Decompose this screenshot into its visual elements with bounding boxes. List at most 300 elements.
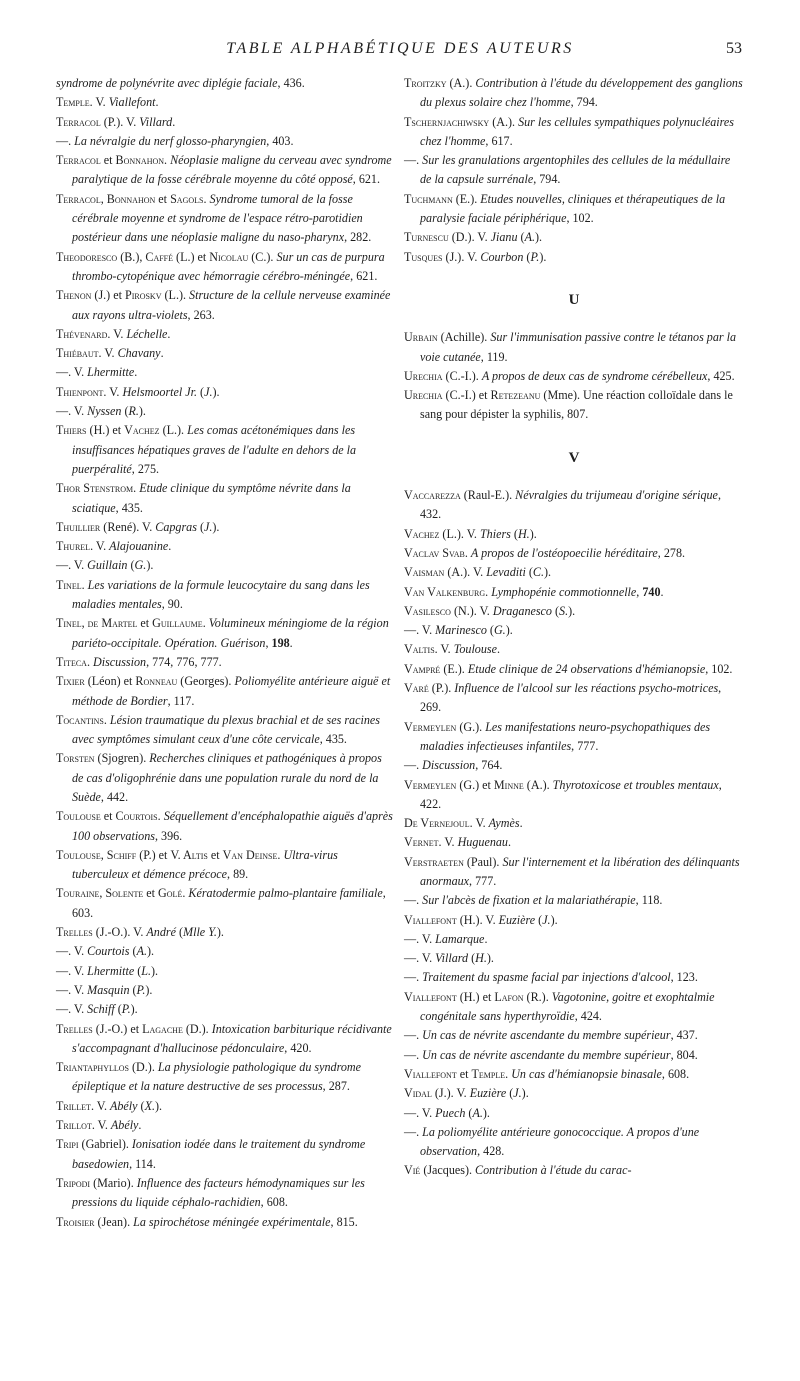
index-entry [404,190,744,229]
entry-author: Toulouse [56,809,101,824]
entry-text: , 764. [475,758,503,773]
entry-text: , 432. [420,488,721,522]
entry-text: —. V. [56,404,88,419]
index-entry [56,286,396,325]
index-entry [404,113,744,152]
entry-text: ( [525,565,533,580]
entry-text: ( [196,519,204,534]
entry-author: Vampré [404,661,441,676]
index-entry [404,679,744,718]
entry-title: Poliomyélite antérieure aiguë et méthode de Bordier [72,674,391,708]
entry-title: J. [204,519,213,534]
entry-title: G. [134,558,147,573]
entry-title: Helsmoortel Jr. [122,384,198,399]
entry-title: Vagotonine, goitre et exophtalmie congénitale sans hyperthyroïdie [420,989,715,1024]
entry-text: , 428. [477,1144,505,1159]
entry-text: ). [138,404,146,419]
index-entry [56,1174,396,1213]
index-entry [404,1123,744,1162]
entry-text: , 603. [72,886,386,920]
entry-text: et [456,1066,472,1081]
entry-author: Terracol, Bonnahon [56,191,156,206]
entry-text: (L.). [161,288,190,303]
entry-title: André [146,925,176,940]
index-entry [404,386,744,425]
entry-author: Vachez [404,526,440,541]
entry-author: Bonnahon [115,153,165,168]
index-entry [404,949,744,968]
entry-text: . V. [89,95,109,110]
index-entry [56,749,396,807]
entry-page-bold: 198 [271,635,290,650]
entry-author: Vernet [404,835,439,850]
entry-author: Theodoresco [56,249,118,264]
entry-title: Puech [435,1105,466,1120]
entry-author: Viallefont [404,989,457,1004]
entry-text: —. [56,133,75,148]
entry-text: —. [404,153,423,168]
index-entry [56,151,396,190]
entry-title: syndrome de polynévrite avec diplégie faciale [56,76,278,90]
index-entry [404,968,744,987]
entry-text: , 804. [670,1047,698,1062]
entry-text: —. V. [56,1002,88,1017]
index-entry [56,923,396,942]
entry-title: C. [532,565,544,580]
entry-text: . V. [469,816,489,831]
entry-text: . [138,1118,142,1133]
index-entry [56,1097,396,1116]
entry-title: Courtois [87,944,130,959]
entry-title: Chavany [117,346,161,361]
entry-author: Varé [404,681,429,696]
entry-text: —. [404,758,423,773]
entry-text: , 777. [469,873,497,888]
entry-text: , 425. [707,368,735,383]
entry-title: Les manifestations neuro-psychopathiques des maladies infectieuses infantiles [420,719,711,753]
entry-text: , 117. [167,693,195,708]
index-entry [56,1116,396,1135]
entry-title: X. [144,1098,156,1113]
entry-text: . [484,931,488,946]
entry-text: . [202,616,209,631]
entry-text: —. V. [404,623,436,638]
entry-text: ( [175,925,184,940]
entry-title: Discussion [93,654,147,669]
entry-text: ). [521,1086,529,1101]
index-entry [56,402,396,421]
entry-author: Vié [404,1163,421,1178]
entry-text: . [81,577,88,592]
entry-author: Vidal [404,1086,432,1101]
entry-text: ( [510,526,518,541]
entry-text: (N.). V. [450,603,493,618]
entry-title: Structure de la cellule nerveuse examinée aux rayons ultra-violets [72,288,391,322]
entry-text: ). [568,603,576,618]
entry-author: Tripodi [56,1175,91,1190]
page-header [0,40,800,70]
index-entry [56,1135,396,1174]
entry-text: et [100,153,116,168]
entry-author: Tuchmann [404,191,453,206]
entry-author: Temple [471,1066,506,1081]
entry-text: . [160,346,164,361]
entry-text: . [660,584,664,599]
index-entry [404,1046,744,1065]
index-entry [56,518,396,537]
entry-text: . [519,816,523,831]
entry-title: Capgras [155,519,197,534]
entry-author: Urbain [404,330,438,345]
entry-text: ). [482,1105,490,1120]
index-entry [56,556,396,575]
entry-author: Thor Stenstrom [56,481,134,496]
index-entry [404,1026,744,1045]
entry-title: Etude clinique de 24 observations d'hémianopsie [467,661,706,676]
entry-title: A propos de deux cas de syndrome cérébelleux [481,368,708,383]
entry-text: (A.). V. [444,565,487,580]
entry-author: Lafon [494,989,524,1004]
entry-text: , 396. [154,828,183,843]
entry-text: (J.). V. [431,1086,470,1101]
entry-text: ( [465,1105,473,1120]
entry-author: Vaisman [404,565,445,580]
entry-text: , 114. [129,1156,156,1171]
entry-text: (P.). V. [100,114,140,129]
entry-title: Ultra-virus tuberculeux et démence précoce [72,847,338,882]
entry-text: (L.). [159,423,188,438]
entry-text: ( [127,558,135,573]
entry-title: La poliomyélite antérieure gonococcique. A propos d'une observation [420,1124,700,1159]
index-entry [56,711,396,750]
index-entry [56,1213,396,1232]
index-entry [56,74,396,93]
entry-text: . [485,584,492,599]
entry-text: et [143,886,159,901]
entry-text: (H.). V. [456,912,499,927]
entry-title: Viallefont [108,95,156,110]
entry-text: et [207,847,223,862]
entry-title: J. [513,1086,522,1101]
entry-text: (P.) et [136,847,171,862]
entry-author: Thienpont [56,384,104,399]
entry-text: ). [505,623,513,638]
index-entry [56,981,396,1000]
entry-text: ). [216,925,224,940]
entry-author: Vachez [124,423,160,438]
entry-text: . V. [90,539,110,554]
section-letter-u: U [568,291,580,308]
index-entry [56,132,396,151]
index-entry [404,544,744,563]
entry-text: (Jacques). [420,1163,476,1178]
entry-title: La névralgie du nerf glosso-pharyngien [74,133,267,148]
index-entry [404,563,744,582]
entry-text: (Jean). [94,1214,134,1229]
entry-text: ). [146,944,155,959]
entry-title: Un cas de névrite ascendante du membre supérieur [422,1028,671,1043]
index-entry [404,486,744,525]
entry-author: Urechia [404,368,443,383]
entry-author: Tschernjachiwsky [404,114,490,129]
entry-text: . [134,365,138,380]
entry-text: ). [543,565,552,580]
entry-text: . [168,539,172,554]
entry-text: (D.). V. [448,230,491,245]
entry-title: H. [475,951,487,966]
index-entry [404,621,744,640]
entry-text: (Georges). [177,674,235,689]
entry-text: —. V. [56,944,88,959]
entry-title: P. [530,249,540,264]
entry-text: —. V. [56,963,88,978]
entry-text: . [507,835,511,850]
entry-text: (René). V. [100,519,156,534]
index-entry [56,576,396,615]
entry-title: Influence des facteurs hémodynamiques sur les pressions du liquide céphalo-rachidien [72,1175,365,1210]
entry-author: Vasilesco [404,603,451,618]
entry-author: Thuillier [56,519,101,534]
entry-title: A propos de l'ostéopoecilie héréditaire [470,545,658,560]
entry-title: Mlle Y. [183,925,217,940]
entry-author: Trelles [56,925,93,940]
entry-text: (J.). V. [442,249,481,264]
entry-text: . [164,153,171,168]
entry-title: Léchelle [126,326,168,341]
entry-text: ). [212,384,220,399]
entry-text: (Sjogren). [94,751,150,766]
entry-text: (C.-I.) et [442,388,491,403]
entry-title: Un cas de névrite ascendante du membre supérieur [422,1047,671,1062]
entry-author: Troisier [56,1214,95,1229]
entry-title: Sur les granulations argentophiles des cellules de la médullaire de la capsule surrénale [420,153,731,187]
entry-text: ). [151,963,159,978]
entry-text: , 102. [566,211,594,226]
entry-title: Sur l'immunisation passive contre le tétanos par la voie cutanée [420,330,737,364]
entry-text: ( [129,982,137,997]
entry-text: , 123. [670,970,698,985]
entry-text: ). [130,1002,138,1017]
entry-text: , 617. [485,133,513,148]
entry-title: S. [559,603,569,618]
entry-author: Guillaume [152,616,203,631]
entry-text: . [464,545,471,560]
entry-text: (C.-I.). [442,368,482,383]
entry-text: (H.) et [456,989,495,1004]
index-entry [56,344,396,363]
entry-text: (J.) et [91,288,125,303]
entry-text: ( [535,912,543,927]
entry-text: ). [486,951,494,966]
entry-text: (D.). [128,1060,158,1075]
entry-author: Van Valkenburg [404,584,486,599]
entry-text: ). [145,982,153,997]
entry-text: ( [517,230,525,245]
entry-text: —. V. [404,951,436,966]
entry-text: (J.-O.). V. [92,925,147,940]
entry-author: Ronneau [135,674,178,689]
entry-author: Tusques [404,249,443,264]
entry-text: (D.). [182,1021,212,1036]
entry-text: . [203,191,210,206]
entry-title: Sur l'internement et la libération des délinquants anormaux [420,854,740,888]
entry-text: (L.) et [173,249,210,264]
entry-author: Thiébaut [56,346,99,361]
entry-text: , 437. [670,1028,698,1043]
entry-text: —. V. [404,931,436,946]
entry-text: (E.). [452,191,481,206]
entry-text: (E.). [440,661,468,676]
entry-title: J. [542,912,551,927]
index-entry [404,756,744,775]
entry-title: Courbon [480,249,524,264]
entry-title: Recherches cliniques et pathogéniques à propos de cas d'oligophrénie dans une population rurale du nord de la Suède [72,751,382,804]
entry-title: Abély [110,1098,138,1113]
entry-text: (H.) et [86,423,125,438]
entries-t [404,74,744,267]
index-entry [56,614,396,653]
entry-title: Etudes nouvelles, cliniques et thérapeutiques de la paralysie faciale périphérique [420,191,726,226]
entry-text: , 102. [705,661,733,676]
entry-author: Tripi [56,1137,79,1152]
entry-text: , 621. [350,268,378,283]
entry-author: Thenon [56,288,92,303]
entry-text: , 777. [571,738,599,753]
index-entry [404,1104,744,1123]
entry-text: et [155,191,171,206]
entry-text: , 269. [420,681,722,715]
entry-text: ). [155,1098,163,1113]
entry-text: (A.). [446,76,476,90]
entry-title: A. [472,1105,483,1120]
entry-title: Alajouanine [109,539,169,554]
index-entry [404,367,744,386]
index-entry [56,479,396,518]
entry-page-bold: 740 [642,584,661,599]
entry-text: , 90. [161,597,183,612]
entry-title: Sur l'abcès de fixation et la malariathérapie [422,893,636,908]
entry-author: Trillot [56,1118,92,1133]
entry-title: Les variations de la formule leucocytaire du sang dans les maladies mentales [72,577,370,612]
entry-title: Lésion traumatique du plexus brachial et de ses racines avec symptômes simulant ceux d'une côte cervicale [72,712,380,747]
entry-author: Vermeylen [404,719,457,734]
index-entry [56,884,396,923]
entry-text: , 263. [187,307,215,322]
entry-author: Courtois [115,809,158,824]
entry-title: G. [493,623,506,638]
entry-author: Retezeanu [490,388,541,403]
entry-text: —. V. [56,365,88,380]
entry-author: Tixier [56,674,85,689]
entry-title: Abély [110,1118,139,1133]
entry-author: Trelles [56,1021,93,1036]
entry-title: Néoplasie maligne du cerveau avec syndrome paralytique de la fosse cérébrale moyenne du côté opposé [72,153,392,187]
entry-text: . [133,481,140,496]
entry-author: Thiers [56,423,87,438]
entry-text: , 436. [277,76,305,90]
index-entry [404,776,744,815]
entry-title: Thiers [479,526,511,541]
entry-text: , 794. [570,95,598,110]
entry-text: (Mme). Une réaction colloïdale dans le sang pour dépister la syphilis, 807. [420,388,733,422]
entry-author: Touraine, Solente [56,886,144,901]
index-entry [404,833,744,852]
entry-title: Traitement du spasme facial par injections d'alcool [422,970,671,985]
entry-author: Tocantins [56,712,104,727]
entry-title: Huguenau [457,835,508,850]
index-entry [404,602,744,621]
entry-text: , 794. [533,172,561,187]
entry-author: Torsten [56,751,95,766]
entry-text: (Paul). [463,854,503,869]
entry-author: Terracol [56,114,101,129]
entry-text: et [137,616,153,631]
index-entry [56,1020,396,1059]
entry-title: Marinesco [435,623,487,638]
entry-author: Tinel [56,577,82,592]
index-entry [404,74,744,113]
entry-title: Névralgies du trijumeau d'origine sérique [515,488,718,503]
entry-text: (Raul-E.). [460,488,516,503]
entry-text: , 287. [322,1079,350,1094]
entry-title: Contribution à l'étude du carac- [475,1163,632,1178]
entry-text: , 621. [352,172,380,187]
index-entry [56,672,396,711]
entry-text: ). [212,519,220,534]
entry-text: . V. [434,642,454,657]
entry-title: Sur un cas de purpura thrombo-cytopénique avec hémorragie cérébro-méningée [72,249,385,283]
entry-text: ( [137,1098,145,1113]
entry-title: Masquin [87,982,130,997]
entry-author: Lagache [142,1021,183,1036]
entry-text: (R.). [523,989,552,1004]
left-column [56,74,396,1232]
entry-text: ( [506,1086,514,1101]
entry-text: (A.). [489,114,519,129]
entry-author: Van Deinse [222,847,278,862]
entry-text: et [100,809,116,824]
entry-text: ). [550,912,558,927]
entry-title: Discussion [422,758,476,773]
index-entry [56,846,396,885]
entry-text: (Gabriel). [78,1137,132,1152]
entry-author: Verstraeten [404,854,464,869]
entry-author: Turnescu [404,230,449,245]
entry-text: (G.). [456,719,486,734]
entry-title: Nyssen [87,404,122,419]
entry-text: ( [197,384,205,399]
index-entry [56,113,396,132]
entry-author: Thévenard [56,326,108,341]
entry-author: Valtis [404,642,435,657]
entry-text: , 420. [284,1040,312,1055]
entry-text: ). [146,558,154,573]
entry-text: —. [404,893,423,908]
entry-text: —. V. [404,1105,436,1120]
entry-text: ( [129,944,137,959]
index-entry [404,911,744,930]
index-entry [56,1058,396,1097]
entry-text: , 119. [480,349,508,364]
entry-title: Sur les cellules sympathiques polynucléaires chez l'homme [420,114,734,148]
entry-text: —. [404,970,423,985]
entry-text: , 435. [115,500,143,515]
entry-text: . V. [91,1118,111,1133]
entry-text: ( [134,963,142,978]
entry-title: Les comas acétonémiques dans les insuffisances hépatiques graves de l'adulte en dehors de la puerpéralité [72,423,357,476]
index-entry [404,328,744,367]
entry-text: , 118. [635,893,663,908]
